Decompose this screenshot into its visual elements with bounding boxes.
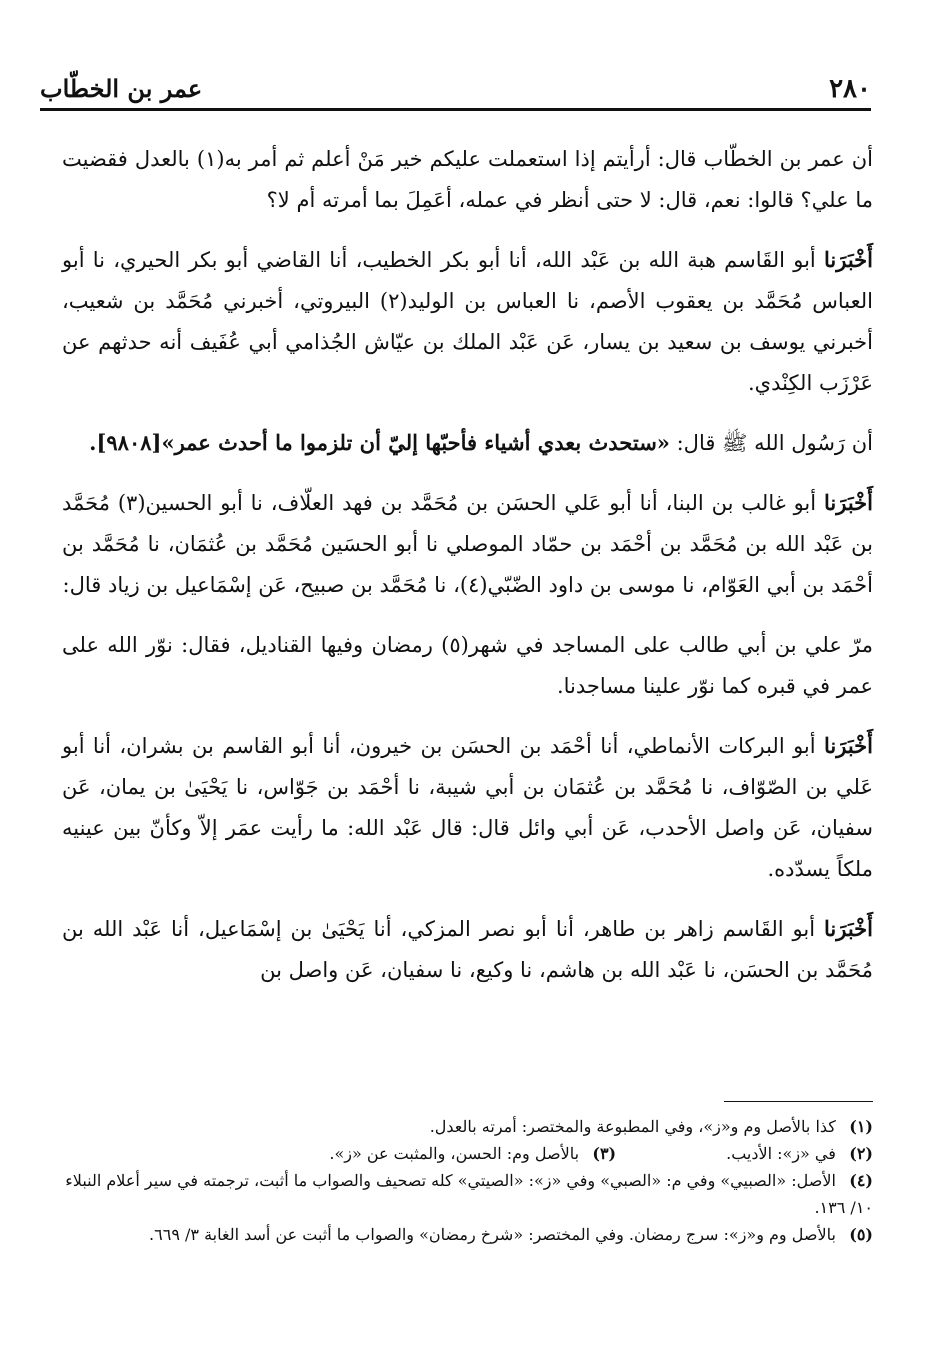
paragraph — [62, 239, 873, 404]
footnote-text: بالأصل وم و«ز»: سرج رمضان. وفي المختصر: «شرخ رمضان» والصواب ما أثبت عن أسد الغابة ٣/ ٦٦٩. — [149, 1225, 836, 1244]
footnote-row — [62, 1140, 873, 1167]
hadith-quote: «ستحدث بعدي أشياء فأحبّها إليّ أن تلزموا ما أحدث عمر»[٩٨٠٨]. — [89, 430, 670, 455]
paragraph-text: أبو القَاسم زاهر بن طاهر، أنا أبو نصر المزكي، أنا يَحْيَىٰ بن إسْمَاعيل، أنا عَبْد الله بن مُحَمَّد بن الحسَن، نا عَبْد الله بن هاشم، نا وكيع، نا سفيان، عَن واصل بن — [62, 917, 873, 982]
paragraph — [62, 908, 873, 991]
paragraph — [62, 138, 873, 221]
footnote-number: (٣) — [592, 1144, 617, 1163]
footnote-number: (٤) — [849, 1171, 873, 1190]
footnote-text: بالأصل وم: الحسن، والمثبت عن «ز». — [329, 1144, 580, 1163]
footnote-text: كذا بالأصل وم و«ز»، وفي المطبوعة والمختصر: أمرته بالعدل. — [429, 1117, 836, 1136]
paragraph-text: أبو القَاسم هبة الله بن عَبْد الله، أنا أبو بكر الخطيب، أنا القاضي أبو بكر الحيري، نا أبو العباس مُحَمَّد بن يعقوب الأصم، نا العباس بن الوليد(٢) البيروتي، أخبرني مُحَمَّد بن شعيب، أخبرني يوسف بن سعيد بن يسار، عَن عَبْد الملك بن عيّاش الجُذامي أبي عُفَيف أنه حدثهم عن عَرْزَب الكِنْدي. — [62, 248, 874, 395]
paragraph — [62, 482, 873, 606]
paragraph-text: مرّ علي بن أبي طالب على المساجد في شهر(٥) رمضان وفيها القناديل، فقال: نوّر الله على عمر في قبره كما نوّر علينا مساجدنا. — [62, 633, 874, 698]
footnote-number: (٥) — [849, 1225, 873, 1244]
footnote-number: (٢) — [849, 1144, 873, 1163]
footnote — [62, 1221, 873, 1248]
header-rule — [40, 108, 871, 111]
footnotes — [62, 1113, 873, 1248]
footnote-text: الأصل: «الصبيي» وفي م: «الصبي» وفي «ز»: «الصيتي» كله تصحيف والصواب ما أثبت، ترجمته في سير أعلام النبلاء ١٠/ ١٣٦. — [65, 1171, 873, 1217]
paragraph-text: أبو غالب بن البنا، أنا أبو عَلي الحسَن بن مُحَمَّد بن فهد العلّاف، نا أبو الحسين(٣) مُحَمَّد بن عَبْد الله بن مُحَمَّد بن أحْمَد بن حمّاد الموصلي نا أبو الحسَين مُحَمَّد بن عُثمَان، نا مُحَمَّد بن أحْمَد بن أبي العَوّام، نا موسى بن داود الضّبّي(٤)، نا مُحَمَّد بن صبيح، عَن إسْمَاعيل بن زياد قال: — [62, 491, 873, 597]
paragraph-lead: أَخْبَرَنا — [824, 733, 873, 758]
paragraph-text: أبو البركات الأنماطي، أنا أحْمَد بن الحسَن بن خيرون، أنا أبو القاسم بن بشران، أنا أبو عَلي بن الصّوّاف، نا مُحَمَّد بن عُثمَان بن أبي شيبة، نا أحْمَد بن جَوّاس، نا يَحْيَىٰ بن يمان، عَن سفيان، عَن واصل الأحدب، عَن أبي وائل قال: قال عَبْد الله: ما رأيت عمَر إلاّ وكأنّ بين عينيه ملكاً يسدّده. — [62, 734, 873, 881]
footnote — [62, 1167, 873, 1221]
paragraph-lead: أَخْبَرَنا — [824, 247, 873, 272]
paragraph-lead: أَخْبَرَنا — [824, 916, 873, 941]
page-header — [40, 68, 871, 108]
paragraph — [62, 624, 873, 707]
footnote — [329, 1140, 616, 1167]
paragraph-lead: أَخْبَرَنا — [824, 490, 873, 515]
footnote — [726, 1140, 873, 1167]
paragraph-lead: أن رَسُول الله ﷺ قال: — [676, 431, 873, 455]
paragraph — [62, 422, 873, 464]
footnote-number: (١) — [849, 1117, 873, 1136]
paragraph-text: أن عمر بن الخطّاب قال: أرأيتم إذا استعملت عليكم خير مَنْ أعلم ثم أمر به(١) بالعدل فقضيت ما علي؟ قالوا: نعم، قال: لا حتى أنظر في عمله، أعَمِلَ بما أمرته أم لا؟ — [62, 147, 873, 212]
footnote-text: في «ز»: الأديب. — [726, 1144, 836, 1163]
footnote-rule — [724, 1101, 873, 1102]
footnote — [62, 1113, 873, 1140]
page-number: ٢٨٠ — [829, 74, 871, 104]
paragraph — [62, 725, 873, 890]
running-title: عمر بن الخطّاب — [40, 74, 203, 103]
main-text — [62, 138, 873, 1009]
